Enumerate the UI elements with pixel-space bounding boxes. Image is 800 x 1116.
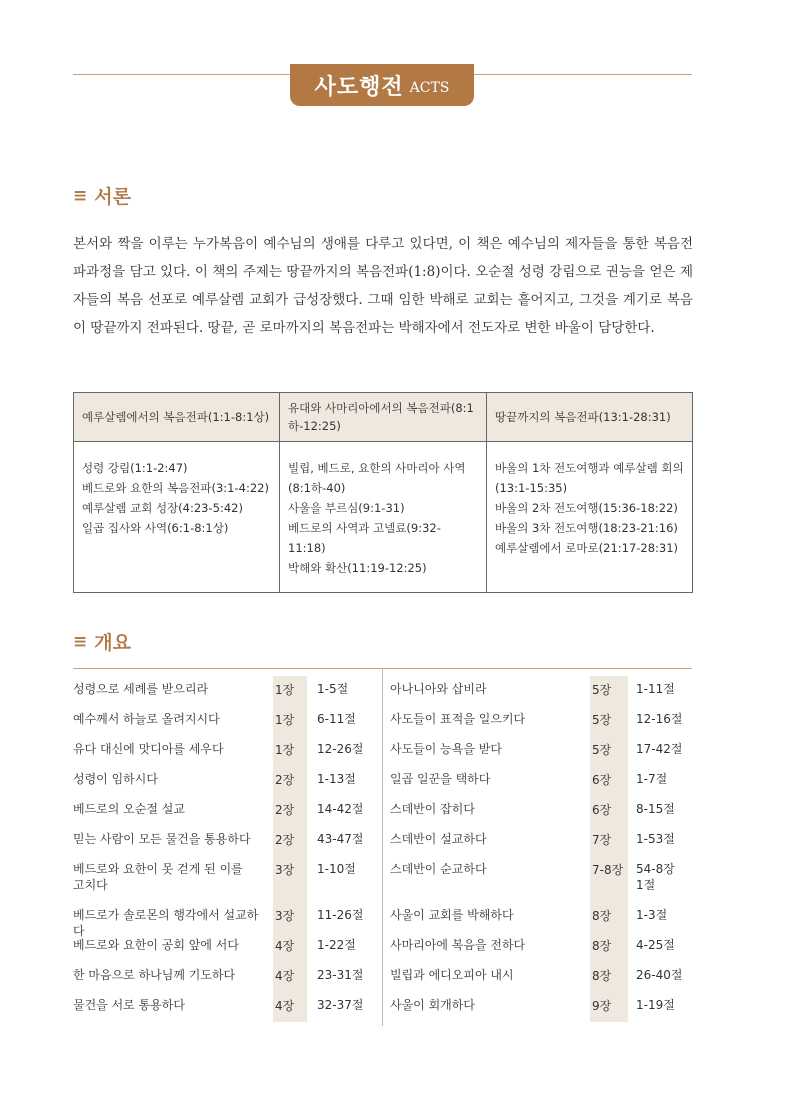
outline-verses: 23-31절 bbox=[317, 968, 364, 982]
outline-chapter: 2장 bbox=[273, 826, 307, 856]
overview-left-column bbox=[73, 676, 378, 1022]
outline-chapter: 3장 bbox=[273, 856, 307, 902]
phase-cell-2 bbox=[280, 442, 487, 593]
outline-row bbox=[73, 902, 378, 938]
outline-verses: 12-26절 bbox=[317, 742, 364, 756]
outline-chapter: 8장 bbox=[590, 932, 628, 962]
phase-item: 베드로와 요한의 복음전파(3:1-4:22) bbox=[82, 481, 269, 495]
outline-row bbox=[73, 676, 378, 706]
outline-verses: 1-53절 bbox=[636, 832, 675, 846]
outline-chapter: 5장 bbox=[590, 676, 628, 706]
outline-row bbox=[390, 736, 692, 766]
intro-heading-text: 서론 bbox=[94, 186, 131, 208]
outline-title: 성령으로 세례를 받으리라 bbox=[73, 682, 209, 696]
outline-row bbox=[73, 992, 378, 1022]
outline-row bbox=[73, 766, 378, 796]
outline-verses: 26-40절 bbox=[636, 968, 683, 982]
overview-heading-text: 개요 bbox=[94, 632, 131, 654]
outline-title: 예수께서 하늘로 올려지시다 bbox=[73, 712, 220, 726]
outline-title: 한 마음으로 하나님께 기도하다 bbox=[73, 968, 236, 982]
outline-title: 사도들이 표적을 일으키다 bbox=[390, 712, 526, 726]
outline-chapter: 5장 bbox=[590, 706, 628, 736]
outline-chapter: 8장 bbox=[590, 902, 628, 932]
outline-chapter: 9장 bbox=[590, 992, 628, 1022]
outline-verses: 8-15절 bbox=[636, 802, 675, 816]
book-title-english: ACTS bbox=[409, 79, 450, 96]
phases-table bbox=[73, 392, 693, 593]
phase-item: 바울의 2차 전도여행(15:36-18:22) bbox=[495, 501, 678, 515]
outline-row bbox=[73, 826, 378, 856]
outline-title: 믿는 사람이 모든 물건을 통용하다 bbox=[73, 832, 251, 846]
outline-chapter: 1장 bbox=[273, 706, 307, 736]
outline-verses: 4-25절 bbox=[636, 938, 675, 952]
outline-row bbox=[390, 992, 692, 1022]
outline-row bbox=[73, 736, 378, 766]
outline-title: 베드로의 오순절 설교 bbox=[73, 802, 185, 816]
phase-item: 예루살렘에서 로마로(21:17-28:31) bbox=[495, 541, 679, 555]
outline-verses: 6-11절 bbox=[317, 712, 356, 726]
phase-item: 빌립, 베드로, 요한의 사마리아 사역(8:1하-40) bbox=[288, 461, 466, 495]
outline-title: 빌립과 에디오피아 내시 bbox=[390, 968, 514, 982]
overview-column-divider bbox=[382, 668, 383, 1026]
outline-row bbox=[73, 932, 378, 962]
outline-verses: 14-42절 bbox=[317, 802, 364, 816]
outline-verses: 54-8장 1절 bbox=[636, 862, 675, 892]
phase-cell-1 bbox=[74, 442, 280, 593]
outline-title: 사울이 교회를 박해하다 bbox=[390, 908, 514, 922]
outline-row bbox=[390, 796, 692, 826]
outline-chapter: 4장 bbox=[273, 962, 307, 992]
outline-chapter: 8장 bbox=[590, 962, 628, 992]
outline-title: 스데반이 잡히다 bbox=[390, 802, 475, 816]
section-mark-icon: ≡ bbox=[73, 185, 88, 206]
outline-row bbox=[73, 962, 378, 992]
outline-verses: 1-10절 bbox=[317, 862, 356, 876]
phase-item: 사울을 부르심(9:1-31) bbox=[288, 501, 405, 515]
phase-header-3: 땅끝까지의 복음전파(13:1-28:31) bbox=[487, 393, 693, 442]
outline-title: 스데반이 순교하다 bbox=[390, 862, 487, 876]
outline-title: 물건을 서로 통용하다 bbox=[73, 998, 185, 1012]
outline-row bbox=[73, 706, 378, 736]
book-title-banner bbox=[290, 64, 474, 106]
outline-title: 사도들이 능욕을 받다 bbox=[390, 742, 502, 756]
outline-chapter: 4장 bbox=[273, 932, 307, 962]
outline-title: 베드로와 요한이 못 걷게 된 이를 고치다 bbox=[73, 862, 243, 892]
outline-verses: 1-3절 bbox=[636, 908, 668, 922]
outline-verses: 1-5절 bbox=[317, 682, 349, 696]
phase-header-2: 유대와 사마리아에서의 복음전파(8:1하-12:25) bbox=[280, 393, 487, 442]
phase-item: 박해와 확산(11:19-12:25) bbox=[288, 561, 427, 575]
outline-verses: 17-42절 bbox=[636, 742, 683, 756]
outline-row bbox=[390, 856, 692, 902]
outline-chapter: 1장 bbox=[273, 676, 307, 706]
outline-verses: 11-26절 bbox=[317, 908, 364, 922]
outline-chapter: 2장 bbox=[273, 796, 307, 826]
phase-item: 성령 강림(1:1-2:47) bbox=[82, 461, 188, 475]
outline-verses: 1-7절 bbox=[636, 772, 668, 786]
outline-verses: 1-11절 bbox=[636, 682, 675, 696]
outline-verses: 32-37절 bbox=[317, 998, 364, 1012]
outline-verses: 12-16절 bbox=[636, 712, 683, 726]
outline-title: 성령이 임하시다 bbox=[73, 772, 158, 786]
overview-right-column bbox=[390, 676, 692, 1022]
outline-row bbox=[390, 902, 692, 932]
phase-item: 예루살렘 교회 성장(4:23-5:42) bbox=[82, 501, 243, 515]
outline-chapter: 7-8장 bbox=[590, 856, 628, 902]
outline-title: 사마리아에 복음을 전하다 bbox=[390, 938, 526, 952]
outline-row bbox=[390, 706, 692, 736]
outline-chapter: 6장 bbox=[590, 796, 628, 826]
overview-heading bbox=[73, 628, 131, 655]
outline-title: 베드로와 요한이 공회 앞에 서다 bbox=[73, 938, 239, 952]
phase-item: 바울의 3차 전도여행(18:23-21:16) bbox=[495, 521, 678, 535]
outline-title: 일곱 일꾼을 택하다 bbox=[390, 772, 491, 786]
outline-chapter: 1장 bbox=[273, 736, 307, 766]
outline-row bbox=[390, 676, 692, 706]
outline-row bbox=[73, 856, 378, 902]
phase-item: 일곱 집사와 사역(6:1-8:1상) bbox=[82, 521, 229, 535]
outline-chapter: 6장 bbox=[590, 766, 628, 796]
phase-item: 베드로의 사역과 고넬료(9:32-11:18) bbox=[288, 521, 441, 555]
outline-row bbox=[390, 962, 692, 992]
phase-header-1: 예루살렘에서의 복음전파(1:1-8:1상) bbox=[74, 393, 280, 442]
outline-verses: 1-22절 bbox=[317, 938, 356, 952]
outline-row bbox=[390, 932, 692, 962]
outline-row bbox=[390, 766, 692, 796]
outline-row bbox=[73, 796, 378, 826]
outline-title: 유다 대신에 맛디아를 세우다 bbox=[73, 742, 224, 756]
phase-item: 바울의 1차 전도여행과 예루살렘 회의(13:1-15:35) bbox=[495, 461, 684, 495]
outline-title: 스데반이 설교하다 bbox=[390, 832, 487, 846]
intro-paragraph: 본서와 짝을 이루는 누가복음이 예수님의 생애를 다루고 있다면, 이 책은 예수님의 제자들을 통한 복음전파과정을 담고 있다. 이 책의 주제는 땅끝까지의 복음전파(1:8)이다. 오순절 성령 강림으로 권능을 얻은 제자들의 복음 선포로 예루살렘 교회가 급성장했다. 그때 임한 박해로 교회는 흩어지고, 그것을 계기로 복음이 땅끝까지 전파된다. 땅끝, 곧 로마까지의 복음전파는 박해자에서 전도자로 변한 바울이 담당한다. bbox=[73, 236, 693, 336]
outline-chapter: 3장 bbox=[273, 902, 307, 932]
outline-chapter: 4장 bbox=[273, 992, 307, 1022]
outline-verses: 43-47절 bbox=[317, 832, 364, 846]
outline-chapter: 2장 bbox=[273, 766, 307, 796]
book-title-korean: 사도행전 bbox=[314, 74, 404, 100]
outline-chapter: 5장 bbox=[590, 736, 628, 766]
outline-chapter: 7장 bbox=[590, 826, 628, 856]
intro-heading bbox=[73, 182, 131, 209]
phase-cell-3 bbox=[487, 442, 693, 593]
outline-verses: 1-19절 bbox=[636, 998, 675, 1012]
outline-title: 베드로가 솔로몬의 행각에서 설교하다 bbox=[73, 908, 259, 938]
outline-title: 아나니아와 삽비라 bbox=[390, 682, 487, 696]
outline-verses: 1-13절 bbox=[317, 772, 356, 786]
outline-title: 사울이 회개하다 bbox=[390, 998, 475, 1012]
outline-row bbox=[390, 826, 692, 856]
section-mark-icon: ≡ bbox=[73, 631, 88, 652]
